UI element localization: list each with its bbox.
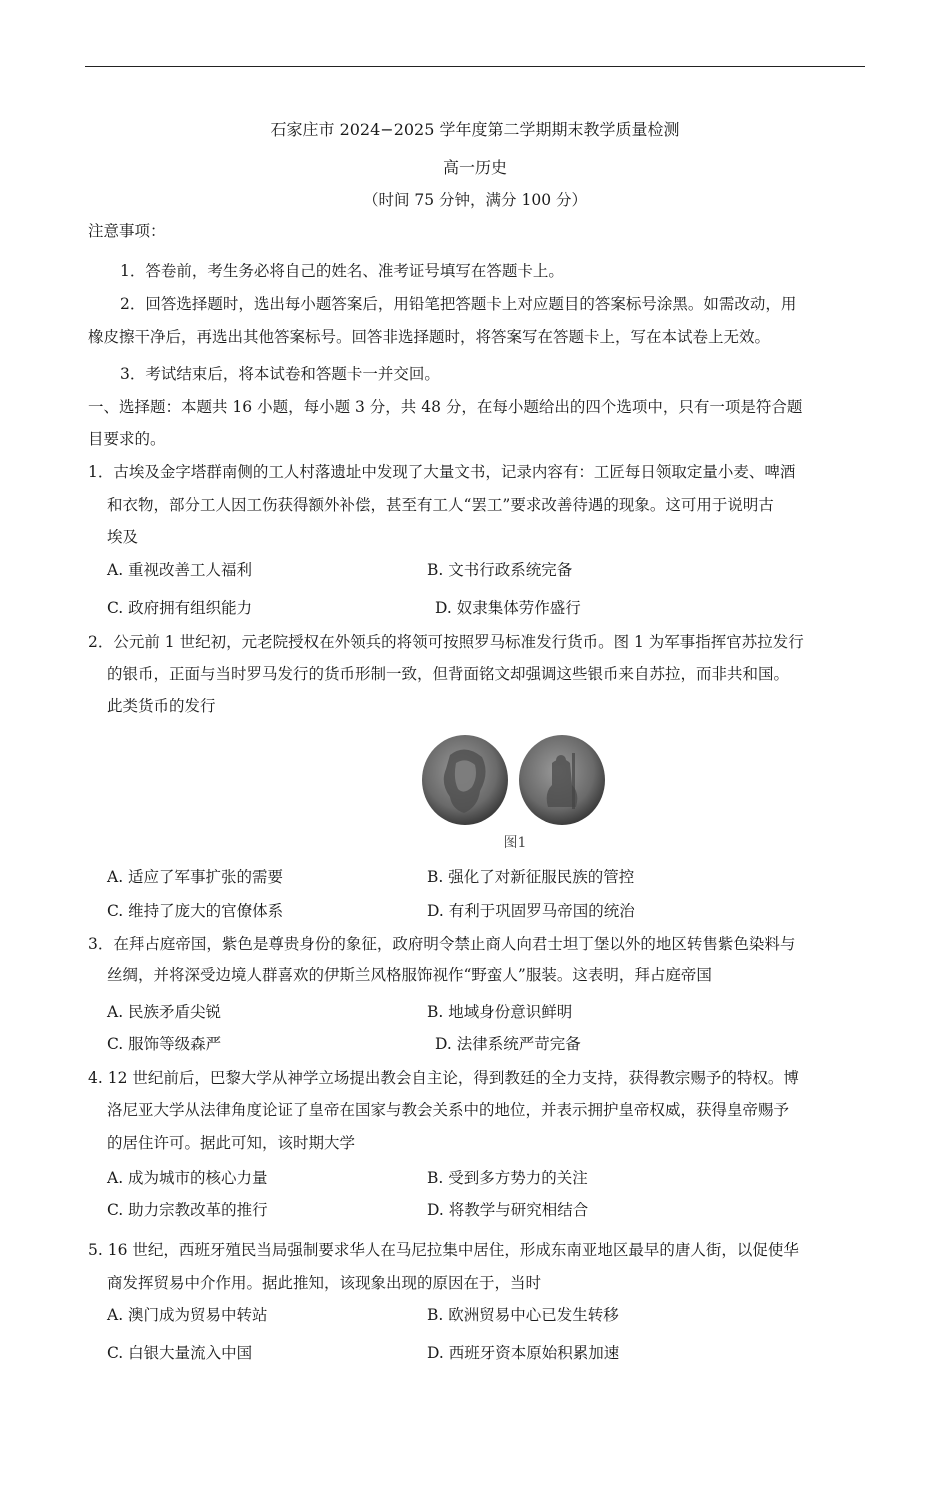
question-4-option-b: B. 受到多方势力的关注 — [427, 1169, 588, 1187]
section-heading-line-1: 一、选择题：本题共 16 小题，每小题 3 分，共 48 分，在每小题给出的四个选项中，只有一项是符合题 — [88, 398, 803, 416]
coin-reverse — [519, 735, 605, 825]
note-2-line-2: 橡皮擦干净后，再选出其他答案标号。回答非选择题时，将答案写在答题卡上，写在本试卷上无效。 — [88, 328, 771, 346]
question-4-line-1: 4. 12 世纪前后，巴黎大学从神学立场提出教会自主论，得到教廷的全力支持，获得教宗赐予的特权。博 — [88, 1069, 799, 1087]
question-2-line-3: 此类货币的发行 — [107, 697, 216, 715]
question-5-option-d: D. 西班牙资本原始积累加速 — [427, 1344, 620, 1362]
question-1-line-1: 1．古埃及金字塔群南侧的工人村落遗址中发现了大量文书，记录内容有：工匠每日领取定量小麦、啤酒 — [88, 463, 796, 481]
figure-caption: 图1 — [503, 835, 527, 851]
question-1-line-3: 埃及 — [107, 528, 139, 546]
question-1-option-a: A. 重视改善工人福利 — [107, 561, 253, 579]
silver-coin-figure — [420, 733, 608, 828]
question-1-option-c: C. 政府拥有组织能力 — [107, 599, 253, 617]
question-4-option-d: D. 将教学与研究相结合 — [427, 1201, 589, 1219]
coin-obverse — [422, 735, 508, 825]
exam-timing: （时间 75 分钟，满分 100 分） — [362, 191, 588, 209]
question-1-option-d: D. 奴隶集体劳作盛行 — [435, 599, 581, 617]
question-5-option-b: B. 欧洲贸易中心已发生转移 — [427, 1306, 619, 1324]
note-2-line-1: 2．回答选择题时，选出每小题答案后，用铅笔把答题卡上对应题目的答案标号涂黑。如需改动，用 — [120, 295, 797, 313]
question-4-line-3: 的居住许可。据此可知，该时期大学 — [107, 1134, 356, 1152]
note-3: 3．考试结束后，将本试卷和答题卡一并交回。 — [120, 365, 440, 383]
question-4-option-c: C. 助力宗教改革的推行 — [107, 1201, 268, 1219]
question-2-option-c: C. 维持了庞大的官僚体系 — [107, 902, 284, 920]
question-4-line-2: 洛尼亚大学从法律角度论证了皇帝在国家与教会关系中的地位，并表示拥护皇帝权威，获得皇帝赐予 — [107, 1101, 790, 1119]
question-4-option-a: A. 成为城市的核心力量 — [107, 1169, 268, 1187]
question-2-option-b: B. 强化了对新征服民族的管控 — [427, 868, 635, 886]
question-2-option-d: D. 有利于巩固罗马帝国的统治 — [427, 902, 635, 920]
question-3-line-2: 丝绸，并将深受边境人群喜欢的伊斯兰风格服饰视作“野蛮人”服装。这表明，拜占庭帝国 — [107, 966, 712, 984]
note-1: 1．答卷前，考生务必将自己的姓名、准考证号填写在答题卡上。 — [120, 262, 564, 280]
question-2-line-1: 2．公元前 1 世纪初，元老院授权在外领兵的将领可按照罗马标准发行货币。图 1 为军事指挥官苏拉发行 — [88, 633, 804, 651]
question-2-line-2: 的银币，正面与当时罗马发行的货币形制一致，但背面铭文却强调这些银币来自苏拉，而非共和国。 — [107, 665, 790, 683]
section-heading-line-2: 目要求的。 — [88, 430, 166, 448]
question-3-option-d: D. 法律系统严苛完备 — [435, 1035, 581, 1053]
question-1-option-b: B. 文书行政系统完备 — [427, 561, 573, 579]
question-3-option-c: C. 服饰等级森严 — [107, 1035, 222, 1053]
header-rule — [85, 66, 865, 67]
question-5-line-1: 5. 16 世纪，西班牙殖民当局强制要求华人在马尼拉集中居住，形成东南亚地区最早的唐人街，以促使华 — [88, 1241, 799, 1259]
question-3-option-a: A. 民族矛盾尖锐 — [107, 1003, 222, 1021]
question-5-option-a: A. 澳门成为贸易中转站 — [107, 1306, 268, 1324]
question-3-option-b: B. 地域身份意识鲜明 — [427, 1003, 573, 1021]
question-5-line-2: 商发挥贸易中介作用。据此推知，该现象出现的原因在于，当时 — [107, 1274, 542, 1292]
question-5-option-c: C. 白银大量流入中国 — [107, 1344, 253, 1362]
question-2-option-a: A. 适应了军事扩张的需要 — [107, 868, 284, 886]
notes-heading: 注意事项： — [88, 222, 166, 240]
exam-title: 石家庄市 2024−2025 学年度第二学期期末教学质量检测 — [270, 120, 680, 139]
exam-subject: 高一历史 — [442, 158, 507, 177]
question-1-line-2: 和衣物，部分工人因工伤获得额外补偿，甚至有工人“罢工”要求改善待遇的现象。这可用于说明古 — [107, 496, 774, 514]
question-3-line-1: 3．在拜占庭帝国，紫色是尊贵身份的象征，政府明令禁止商人向君士坦丁堡以外的地区转售紫色染料与 — [88, 935, 796, 953]
